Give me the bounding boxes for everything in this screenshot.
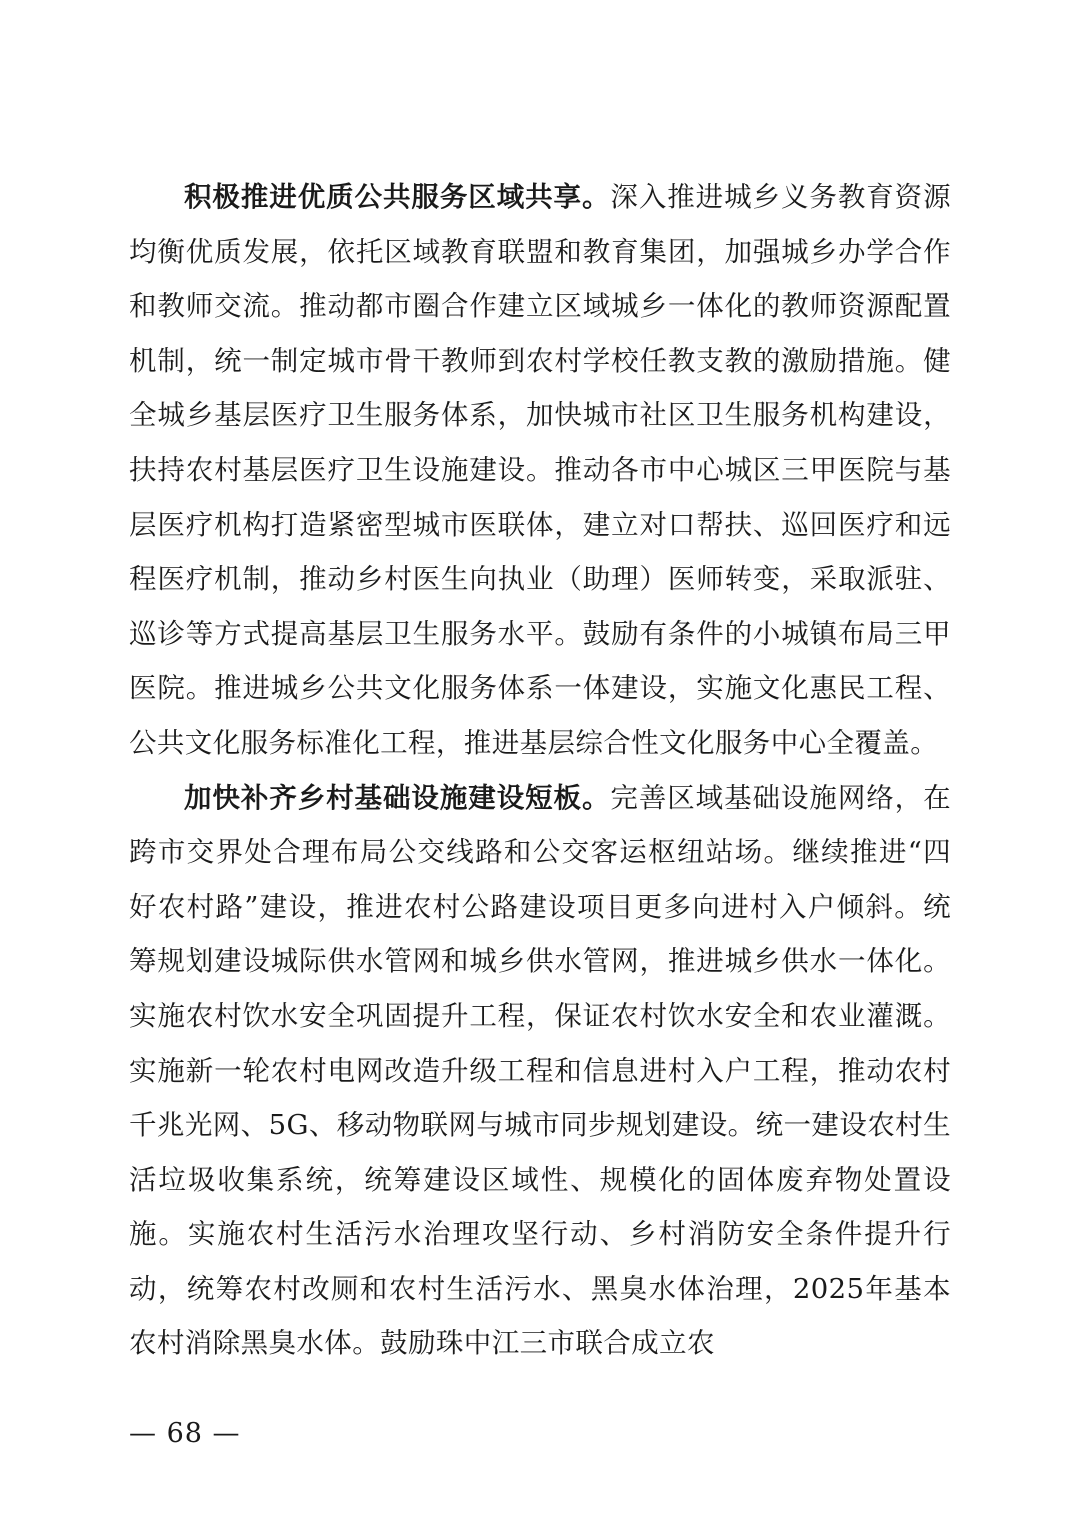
paragraph-heading: 加快补齐乡村基础设施建设短板。	[184, 781, 611, 814]
paragraph-heading: 积极推进优质公共服务区域共享。	[184, 181, 611, 213]
paragraph-public-services	[129, 170, 951, 771]
document-body	[129, 170, 951, 1371]
paragraph-rural-infrastructure	[129, 771, 951, 1372]
paragraph-text: 深入推进城乡义务教育资源均衡优质发展，依托区域教育联盟和教育集团，加强城乡办学合作和教师交流。推动都市圈合作建立区域城乡一体化的教师资源配置机制，统一制定城市骨干教师到农村学校任教支教的激励措施。健全城乡基层医疗卫生服务体系，加快城市社区卫生服务机构建设，扶持农村基层医疗卫生设施建设。推动各市中心城区三甲医院与基层医疗机构打造紧密型城市医联体，建立对口帮扶、巡回医疗和远程医疗机制，推动乡村医生向执业（助理）医师转变，采取派驻、巡诊等方式提高基层卫生服务水平。鼓励有条件的小城镇布局三甲医院。推进城乡公共文化服务体系一体建设，实施文化惠民工程、公共文化服务标准化工程，推进基层综合性文化服务中心全覆盖。	[129, 181, 951, 759]
page-number: — 68 —	[129, 1418, 241, 1449]
paragraph-text: 完善区域基础设施网络，在跨市交界处合理布局公交线路和公交客运枢纽站场。继续推进“四好农村路”建设，推进农村公路建设项目更多向进村入户倾斜。统筹规划建设城际供水管网和城乡供水管网，推进城乡供水一体化。实施农村饮水安全巩固提升工程，保证农村饮水安全和农业灌溉。实施新一轮农村电网改造升级工程和信息进村入户工程，推动农村千兆光网、5G、移动物联网与城市同步规划建设。统一建设农村生活垃圾收集系统，统筹建设区域性、规模化的固体废弃物处置设施。实施农村生活污水治理攻坚行动、乡村消防安全条件提升行动，统筹农村改厕和农村生活污水、黑臭水体治理，2025年基本农村消除黑臭水体。鼓励珠中江三市联合成立农	[129, 781, 951, 1360]
